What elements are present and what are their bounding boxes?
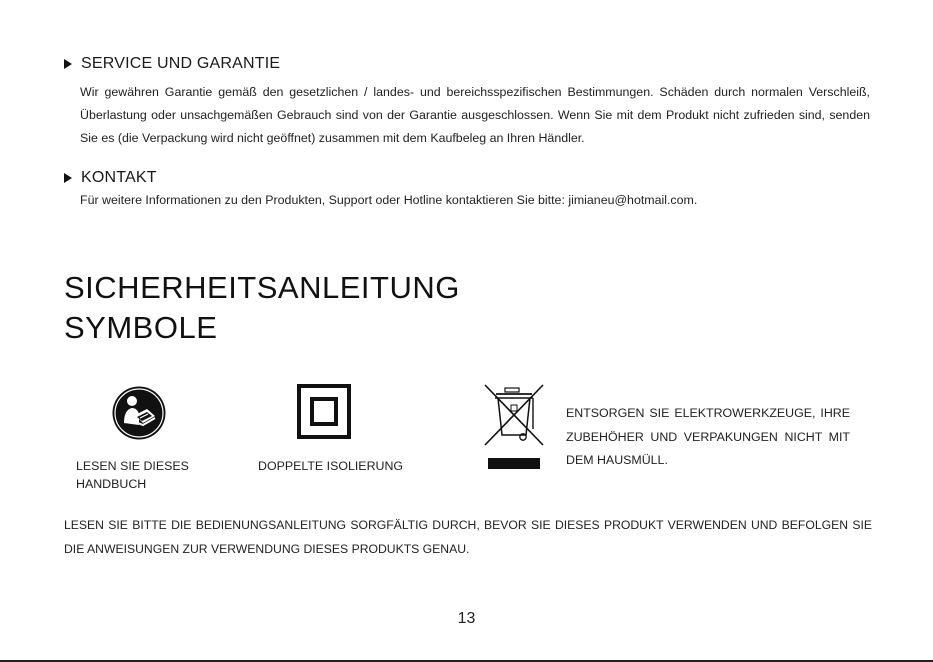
crossed-wheelie-bin-icon <box>483 383 545 471</box>
service-heading <box>64 55 280 73</box>
triangle-right-icon <box>64 59 72 69</box>
contact-heading <box>64 169 157 187</box>
service-body: Wir gewähren Garantie gemäß den gesetzlichen / landes- und bereichsspezifischen Bestimmungen. Schäden durch normalen Verschleiß, Überlastung oder unsachgemäßen Gebrauch sind von der Garantie ausgeschlossen. Wenn Sie mit dem Produkt nicht zufrieden sind, senden Sie es (die Verpackung wird nicht geöffnet) zusammen mit dem Kaufbeleg an Ihren Händler. <box>80 85 870 145</box>
manual-caption-line1: LESEN SIE DIESES <box>76 459 189 473</box>
safety-title: SICHERHEITSANLEITUNG <box>64 270 460 305</box>
double-insulation-icon <box>297 384 351 439</box>
waste-disposal-text: ENTSORGEN SIE ELEKTROWERKZEUGE, IHRE ZUBEHÖHER UND VERPAKUNGEN NICHT MIT DEM HAUSMÜLL. <box>566 406 850 467</box>
triangle-right-icon <box>64 173 72 183</box>
contact-heading-text: KONTAKT <box>81 169 157 186</box>
service-heading-text: SERVICE UND GARANTIE <box>81 55 281 72</box>
read-manual-icon <box>111 385 167 441</box>
insulation-caption: DOPPELTE ISOLIERUNG <box>258 459 404 473</box>
instruction-text: LESEN SIE BITTE DIE BEDIENUNGSANLEITUNG SORGFÄLTIG DURCH, BEVOR SIE DIESES PRODUKT VERWENDEN UND BEFOLGEN SIE DIE ANWEISUNGEN ZUR VERWENDUNG DIESES PRODUKTS GENAU. <box>64 518 872 556</box>
manual-caption-line2: HANDBUCH <box>76 477 147 491</box>
manual-caption <box>76 457 189 493</box>
contact-body: Für weitere Informationen zu den Produkten, Support oder Hotline kontaktieren Sie bitte: jimianeu@hotmail.com. <box>80 193 698 207</box>
symbols-title: SYMBOLE <box>64 310 218 345</box>
page-number: 13 <box>457 610 476 627</box>
